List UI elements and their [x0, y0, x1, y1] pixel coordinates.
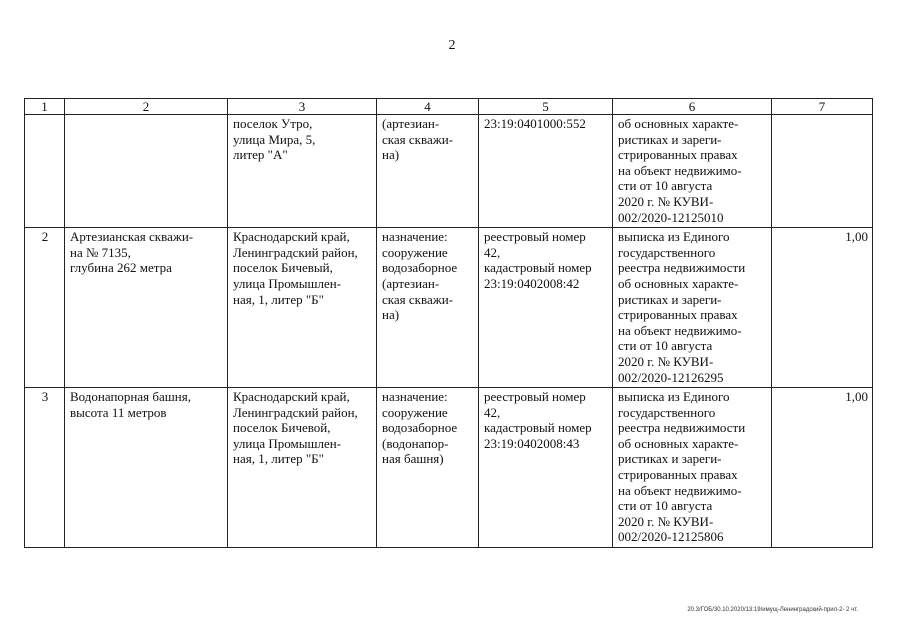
cell-line: кадастровый номер	[484, 260, 592, 276]
cell-line: (артезиан-	[382, 275, 440, 291]
purpose-cell	[377, 228, 479, 388]
cell-line: ская скважи-	[382, 291, 453, 307]
object-name-cell	[65, 388, 228, 548]
cell-line: ная башня)	[382, 451, 444, 467]
document-cell	[613, 115, 772, 228]
header-row	[25, 99, 873, 115]
registry-number-cell	[479, 115, 613, 228]
cell-line: Краснодарский край,	[233, 389, 350, 405]
cell-line: кадастровый номер	[484, 420, 592, 436]
cell-line: водозаборное	[382, 420, 458, 436]
cell-line: об основных характе-	[618, 116, 739, 131]
cell-line: ристиках и зареги-	[618, 131, 722, 147]
cell-line: назначение:	[382, 389, 448, 405]
registry-number-cell	[479, 388, 613, 548]
cell-line: сооружение	[382, 244, 448, 260]
column-header: 2	[65, 99, 228, 115]
cell-line: водозаборное	[382, 260, 458, 276]
cell-line: 2020 г. № КУВИ-	[618, 193, 714, 209]
cell-line: ная, 1, литер "Б"	[233, 451, 324, 467]
cell-line: высота 11 метров	[70, 404, 167, 420]
purpose-cell	[377, 388, 479, 548]
cell-line: ристиках и зареги-	[618, 451, 722, 467]
cell-line: на)	[382, 147, 400, 163]
cell-line: 42,	[484, 244, 501, 260]
cell-line: улица Мира, 5,	[233, 131, 316, 147]
value-cell: 1,00	[772, 228, 873, 388]
row-number-cell: 3	[25, 388, 65, 548]
cell-line: выписка из Единого	[618, 229, 730, 245]
cell-line: выписка из Единого	[618, 389, 730, 405]
cell-line: об основных характе-	[618, 435, 739, 451]
cell-line: на объект недвижимо-	[618, 322, 742, 338]
cell-line: сооружение	[382, 404, 448, 420]
cell-line: улица Промышлен-	[233, 275, 342, 291]
document-cell	[613, 388, 772, 548]
purpose-cell	[377, 115, 479, 228]
cell-line: об основных характе-	[618, 275, 739, 291]
cell-line: глубина 262 метра	[70, 260, 172, 276]
cell-line: реестровый номер	[484, 389, 586, 405]
page-number: 2	[448, 38, 456, 53]
cell-line: стрированных правах	[618, 467, 738, 483]
cell-line: на)	[382, 307, 400, 323]
column-header: 5	[479, 99, 613, 115]
cell-line: сти от 10 августа	[618, 498, 713, 514]
column-header: 4	[377, 99, 479, 115]
property-table	[24, 98, 873, 548]
cell-line: (артезиан-	[382, 116, 440, 131]
cell-line: (водонапор-	[382, 435, 449, 451]
cell-line: 002/2020-12125010	[618, 209, 724, 225]
column-header: 6	[613, 99, 772, 115]
value-cell: 1,00	[772, 388, 873, 548]
table-row	[25, 228, 873, 388]
registry-number-cell	[479, 228, 613, 388]
cell-line: сти от 10 августа	[618, 178, 713, 194]
address-cell	[228, 228, 377, 388]
cell-line: Водонапорная башня,	[70, 389, 191, 405]
cell-line: Артезианская скважи-	[70, 229, 194, 245]
cell-line: Ленинградский район,	[233, 404, 358, 420]
cell-line: литер "А"	[233, 147, 288, 163]
address-cell	[228, 115, 377, 228]
cell-line: 2020 г. № КУВИ-	[618, 353, 714, 369]
cell-line: реестра недвижимости	[618, 420, 746, 436]
value-cell	[772, 115, 873, 228]
address-cell	[228, 388, 377, 548]
cell-line: стрированных правах	[618, 307, 738, 323]
object-name-cell	[65, 228, 228, 388]
cell-line: на объект недвижимо-	[618, 482, 742, 498]
cell-line: 002/2020-12125806	[618, 529, 724, 545]
row-number-cell	[25, 115, 65, 228]
cell-line: назначение:	[382, 229, 448, 245]
table-row	[25, 388, 873, 548]
cell-line: государственного	[618, 244, 716, 260]
column-header: 3	[228, 99, 377, 115]
cell-line: улица Промышлен-	[233, 435, 342, 451]
row-number-cell: 2	[25, 228, 65, 388]
cell-line: Ленинградский район,	[233, 244, 358, 260]
cell-line: 42,	[484, 404, 501, 420]
column-header: 1	[25, 99, 65, 115]
table-row	[25, 115, 873, 228]
object-name-cell	[65, 115, 228, 228]
cell-line: ская скважи-	[382, 131, 453, 147]
cell-line: стрированных правах	[618, 147, 738, 163]
cell-line: 23:19:0402008:42	[484, 275, 580, 291]
cell-line: государственного	[618, 404, 716, 420]
cell-line: 23:19:0401000:552	[484, 116, 586, 131]
cell-line: сти от 10 августа	[618, 338, 713, 354]
cell-line: реестра недвижимости	[618, 260, 746, 276]
column-header: 7	[772, 99, 873, 115]
cell-line: ная, 1, литер "Б"	[233, 291, 324, 307]
cell-line: реестровый номер	[484, 229, 586, 245]
cell-line: поселок Бичевый,	[233, 260, 333, 276]
cell-line: на № 7135,	[70, 244, 131, 260]
document-footer: 20.3/ГОБ/30.10.2020/13:19/имущ-Ленинградский-прил-2- 2 чт.	[687, 607, 858, 613]
cell-line: поселок Бичевой,	[233, 420, 331, 436]
cell-line: поселок Утро,	[233, 116, 313, 131]
cell-line: 2020 г. № КУВИ-	[618, 513, 714, 529]
cell-line: 002/2020-12126295	[618, 369, 724, 385]
document-cell	[613, 228, 772, 388]
cell-line: на объект недвижимо-	[618, 162, 742, 178]
cell-line: 23:19:0402008:43	[484, 435, 580, 451]
cell-line: ристиках и зареги-	[618, 291, 722, 307]
cell-line: Краснодарский край,	[233, 229, 350, 245]
